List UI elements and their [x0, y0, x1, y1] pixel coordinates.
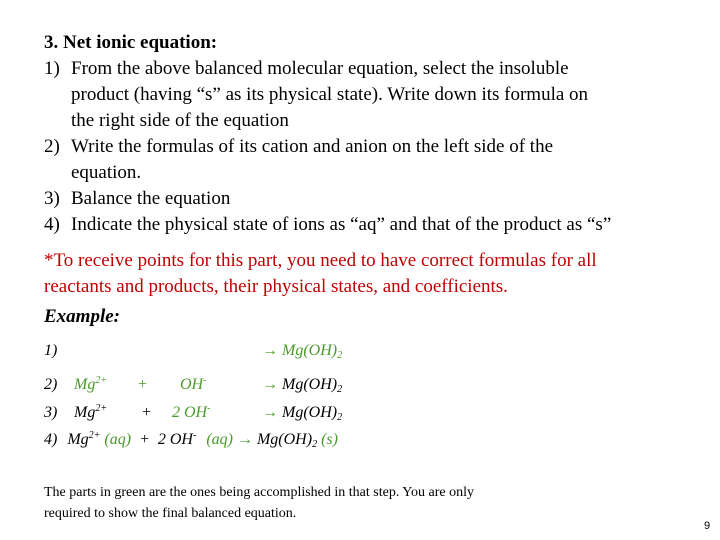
page-number: 9	[704, 520, 711, 532]
section-heading: 3. Net ionic equation:	[44, 32, 218, 53]
cation: $Mg^{2+}$	[74, 403, 108, 421]
step-line: product (having “s” as its physical state). Write down its formula on	[71, 84, 589, 105]
example-number: 2)	[44, 376, 58, 393]
step-number: 4)	[44, 214, 60, 235]
arrow-icon: →	[262, 342, 278, 359]
product-formula: $Mg(OH)_2$	[282, 376, 343, 395]
cation: $Mg^{2+}$	[67, 430, 101, 448]
coefficient: 2	[157, 431, 166, 448]
plus-sign: +	[141, 404, 152, 421]
steps-list	[44, 56, 704, 238]
footer-note	[44, 482, 474, 524]
arrow-icon: →	[262, 404, 278, 421]
step-4	[44, 212, 704, 238]
product-formula: $Mg(OH)_2$	[256, 431, 318, 450]
example-label: Example:	[44, 306, 120, 327]
example-number: 3)	[44, 404, 58, 421]
example-line-1	[44, 342, 57, 360]
step-text	[71, 134, 553, 186]
footer-line: The parts in green are the ones being accomplished in that step. You are only	[44, 485, 474, 500]
coefficient-anion: 2 OH-	[172, 403, 211, 421]
anion: OH-	[180, 375, 207, 393]
step-line: Indicate the physical state of ions as “aq” and that of the product as “s”	[71, 214, 612, 235]
anion: OH-	[169, 430, 197, 448]
example-line-2	[44, 376, 57, 394]
step-text	[71, 186, 230, 212]
example-line-1-product	[262, 342, 342, 360]
step-line: Balance the equation	[71, 188, 231, 209]
state-aq: (aq)	[206, 431, 233, 448]
example-line-2-product	[262, 376, 342, 394]
step-number: 3)	[44, 188, 60, 209]
note-line: *To receive points for this part, you need to have correct formulas for all	[44, 250, 597, 271]
step-line: From the above balanced molecular equation, select the insoluble	[71, 58, 569, 79]
example-line-4	[44, 431, 338, 449]
step-number: 2)	[44, 136, 60, 157]
note-line: reactants and products, their physical states, and coefficients.	[44, 276, 508, 297]
step-line: Write the formulas of its cation and anion on the left side of the	[71, 136, 554, 157]
product-formula: $Mg(OH)_2$	[282, 342, 343, 361]
footer-line: required to show the final balanced equation.	[44, 506, 297, 521]
arrow-icon: →	[236, 431, 253, 448]
grading-note	[44, 248, 597, 300]
example-number: 4)	[44, 431, 58, 448]
state-s: (s)	[321, 431, 338, 448]
step-2	[44, 134, 704, 186]
step-text	[71, 56, 588, 134]
step-1	[44, 56, 704, 134]
plus-sign: +	[137, 376, 148, 393]
step-3	[44, 186, 704, 212]
plus-sign: +	[139, 431, 150, 448]
step-line: the right side of the equation	[71, 110, 289, 131]
cation: $Mg^{2+}$	[74, 375, 108, 393]
example-line-3	[44, 404, 57, 422]
step-line: equation.	[71, 162, 142, 183]
example-number: 1)	[44, 342, 58, 359]
step-number: 1)	[44, 58, 60, 79]
step-text	[71, 212, 611, 238]
product-formula: $Mg(OH)_2$	[282, 404, 343, 423]
arrow-icon: →	[262, 376, 278, 393]
state-aq: (aq)	[104, 431, 132, 448]
example-line-3-product	[262, 404, 342, 422]
